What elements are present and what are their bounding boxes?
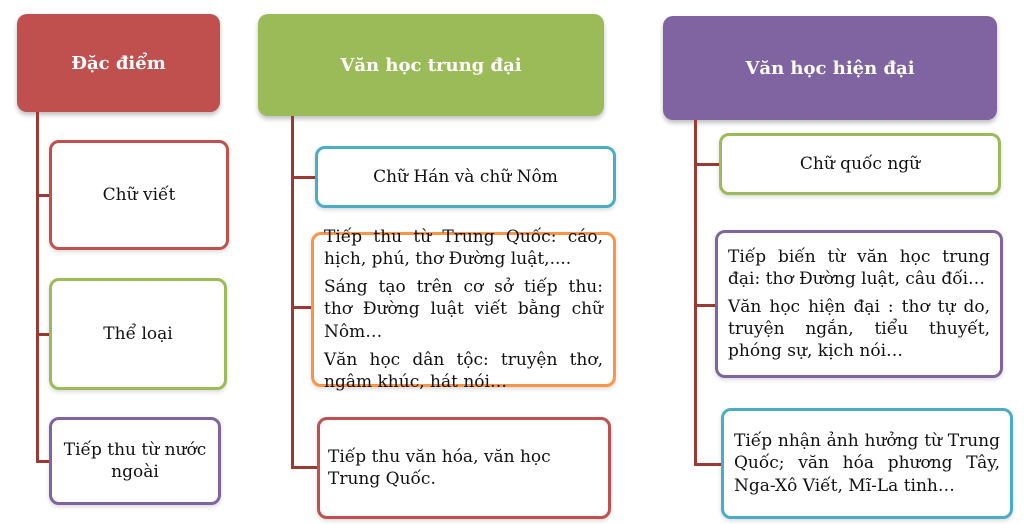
connector-genre-modern: [694, 304, 716, 307]
header-modern-literature: Văn học hiện đại: [663, 16, 997, 120]
modern-foreign: [721, 408, 1013, 519]
header-features: Đặc điểm: [17, 14, 220, 112]
connector-trunk-features: [36, 112, 39, 462]
medieval-foreign: Tiếp thu văn hóa, văn học Trung Quốc.: [317, 417, 611, 519]
connector-writing-modern: [694, 163, 720, 166]
medieval-writing: Chữ Hán và chữ Nôm: [315, 146, 616, 208]
modern-writing: Chữ quốc ngữ: [719, 133, 1001, 195]
connector-genre-medieval: [291, 306, 313, 309]
header-medieval-literature: Văn học trung đại: [258, 14, 604, 116]
connector-foreign-medieval: [291, 466, 318, 469]
feature-writing: Chữ viết: [49, 140, 229, 250]
modern-genres: [715, 230, 1003, 378]
connector-writing-features: [36, 194, 50, 197]
medieval-genre-item: Tiếp thu từ Trung Quốc: cáo, hịch, phú, thơ Đường luật,....: [324, 227, 603, 270]
connector-trunk-medieval: [291, 116, 294, 468]
modern-genre-item: Tiếp biến từ văn học trung đại: thơ Đường luật, câu đối…: [728, 246, 990, 289]
medieval-genres: [311, 227, 616, 392]
connector-writing-medieval: [291, 176, 316, 179]
medieval-genre-item: Sáng tạo trên cơ sở tiếp thu: thơ Đường luật viết bằng chữ Nôm…: [324, 277, 603, 342]
modern-genre-item: Văn học hiện đại : thơ tự do, truyện ngắn, tiểu thuyết, phóng sự, kịch nói…: [728, 296, 990, 362]
connector-trunk-modern: [694, 120, 697, 465]
medieval-genre-item: Văn học dân tộc: truyện thơ, ngâm khúc, hát nói…: [324, 349, 603, 392]
feature-foreign: Tiếp thu từ nước ngoài: [49, 417, 221, 505]
modern-foreign-text: Tiếp nhận ảnh hưởng từ Trung Quốc; văn hóa phương Tây, Nga-Xô Viết, Mĩ-La tinh…: [734, 431, 1000, 496]
connector-genre-features: [36, 333, 50, 336]
connector-foreign-modern: [694, 463, 722, 466]
feature-genre: Thể loại: [49, 278, 227, 390]
connector-foreign-features: [36, 460, 50, 463]
